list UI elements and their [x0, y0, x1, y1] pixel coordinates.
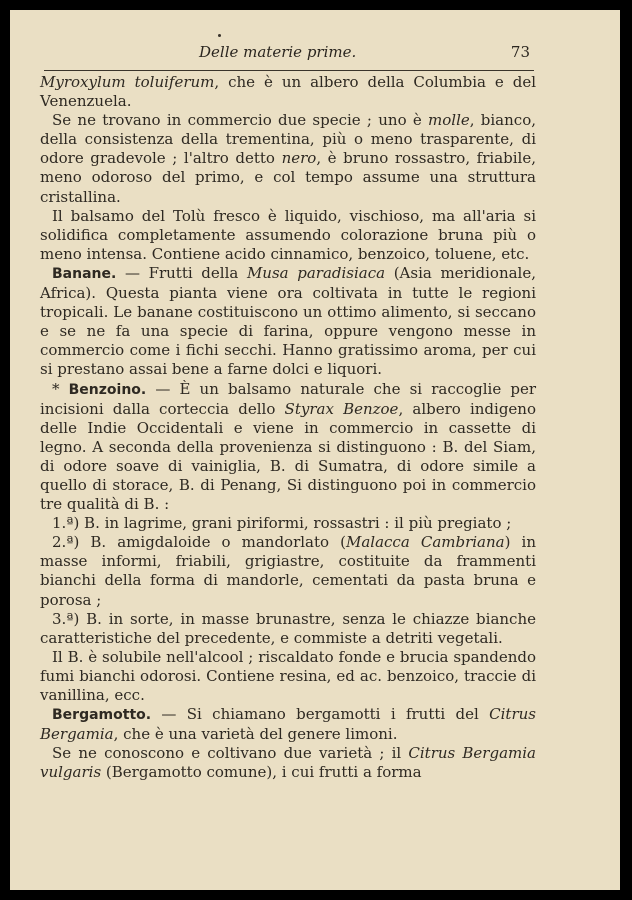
text-run: , è bruno rossastro, friabile, meno odoroso del primo, e col tempo assume una struttura cristallina.: [40, 149, 536, 206]
text-run: 1.ª) B. in lagrime, grani piriformi, rossastri : il più pregiato ;: [52, 514, 512, 533]
italic-term: Citrus Bergamia vulgaris: [40, 744, 536, 782]
book-page: [10, 10, 620, 890]
paragraph: [40, 610, 536, 648]
header-rule: [44, 70, 534, 71]
body-text: [40, 73, 536, 782]
entry-heading: Bergamotto.: [52, 707, 152, 724]
paragraph: [40, 111, 536, 206]
italic-term: nero: [281, 149, 317, 168]
entry-heading: Benzoino.: [68, 381, 147, 398]
page-number: 73: [510, 43, 530, 61]
text-run: , che è una varietà del genere limoni.: [113, 725, 398, 744]
text-run: Il balsamo del Tolù fresco è liquido, vischioso, ma all'aria si solidifica completamente assumendo colorazione bruna più o meno intensa. Contiene acido cinnamico, benzoico, toluene, etc.: [40, 206, 536, 263]
paragraph: [40, 744, 536, 782]
paragraph: [40, 73, 536, 111]
italic-term: Musa paradisiaca: [246, 263, 386, 282]
paragraph: [40, 705, 536, 744]
running-title: Delle materie prime.: [199, 43, 357, 61]
text-run: ) in masse informi, friabili, grigiastre, costituite da frammenti bianchi della forma di mandorle, cementati da pasta bruna e porosa ;: [40, 533, 536, 609]
text-run: , che è un albero della Columbia e del Venenzuela.: [40, 73, 537, 111]
text-run: Se ne trovano in commercio due specie ; uno è: [52, 111, 429, 130]
italic-term: Citrus Bergamia: [40, 705, 536, 744]
running-header: [44, 43, 534, 65]
text-run: (Bergamotto comune), i cui frutti a forma: [101, 763, 422, 782]
paragraph: [40, 514, 536, 533]
text-run: (Asia meridionale, Africa). Questa pianta viene ora coltivata in tutte le regioni tropicali. Le banane costituiscono un ottimo alimento, si seccano e se ne fa una specie di farina, oppure vengono messe in commercio come i fichi secchi. Hanno gratissimo aroma, per cui si prestano assai bene a farne dolci e liquori.: [40, 263, 536, 379]
paragraph: [40, 648, 536, 705]
entry-heading: Banane.: [52, 265, 117, 282]
paragraph: [40, 264, 536, 380]
text-run: — Frutti della: [116, 263, 247, 282]
text-run: , bianco, della consistenza della trementina, più o meno trasparente, di odore gradevole ; l'altro detto: [40, 111, 536, 168]
italic-term: Myroxylum toluiferum: [40, 73, 215, 91]
text-run: — È un balsamo naturale che si raccoglie per incisioni dalla corteccia dello: [40, 379, 536, 418]
paragraph: [40, 207, 536, 264]
paragraph: [40, 380, 536, 515]
italic-term: Styrax Benzoe: [284, 399, 399, 418]
text-run: — Si chiamano bergamotti i frutti del: [151, 705, 490, 724]
italic-term: molle: [428, 111, 470, 130]
text-run: Il B. è solubile nell'alcool ; riscaldato fonde e brucia spandendo fumi bianchi odorosi. Contiene resina, ed ac. benzoico, traccie di vanillina, ecc.: [40, 647, 536, 704]
text-run: , albero indigeno delle Indie Occidentali e viene in commercio in cassette di legno. A seconda della provenienza si distinguono : B. del Siam, di odore soave di vainiglia, B. di Sumatra, di odore simile a quello di storace, B. di Penang, Si distinguono poi in commercio tre qualità di B. :: [40, 399, 536, 514]
text-run: *: [52, 379, 69, 398]
text-run: 2.ª) B. amigdaloide o mandorlato (: [52, 533, 346, 552]
italic-term: Malacca Cambriana: [345, 533, 505, 552]
header-ornament-dot: [218, 34, 221, 37]
paragraph: [40, 533, 536, 609]
text-run: Se ne conoscono e coltivano due varietà ; il: [52, 744, 409, 763]
text-run: 3.ª) B. in sorte, in masse brunastre, senza le chiazze bianche caratteristiche del precedente, e commiste a detriti vegetali.: [40, 609, 536, 647]
